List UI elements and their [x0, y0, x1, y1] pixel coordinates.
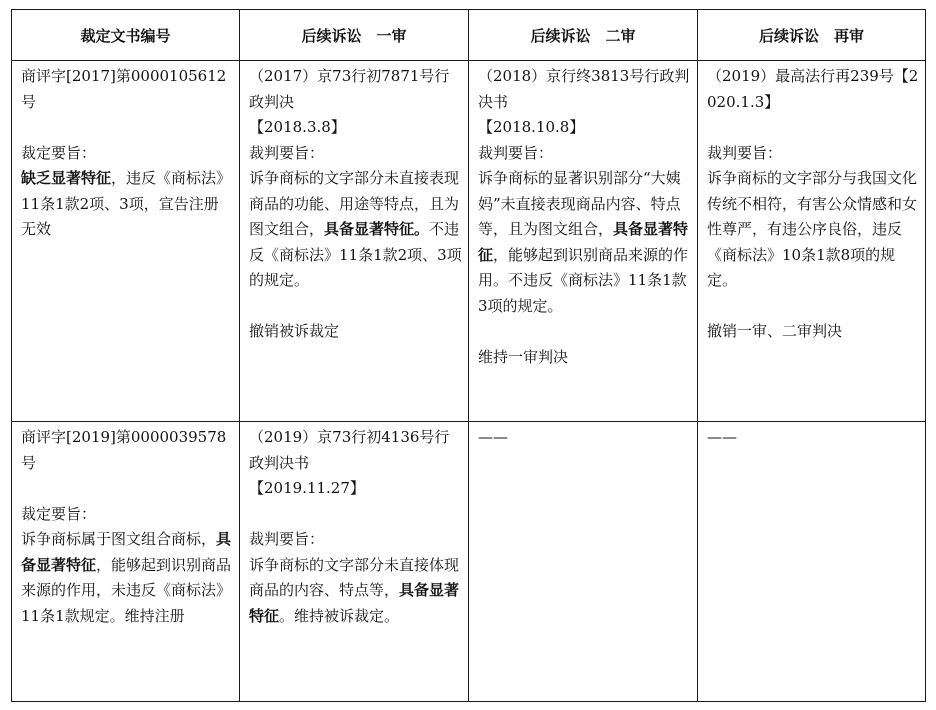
header-ruling-number: 裁定文书编号 [12, 10, 240, 61]
second-empty-dash: —— [478, 428, 508, 446]
retrial-cell [698, 422, 926, 702]
first-gist [249, 553, 462, 630]
ruling-gist-bold: 缺乏显著特征 [21, 169, 112, 187]
header-row [12, 10, 926, 61]
first-gist-rest: 。维持被诉裁定。 [279, 606, 400, 625]
header-first-instance: 后续诉讼 一审 [240, 10, 469, 61]
second-instance-cell [469, 422, 698, 702]
first-gist-pre: 诉争商标的文字部分未直接表现商品的功能、用途等特点，且为图文组合， [249, 169, 460, 238]
first-gist-bold: 具备显著特征。 [324, 220, 430, 238]
second-gist-label: 裁判要旨： [478, 143, 554, 162]
ruling-gist [21, 166, 233, 243]
ruling-gist-label: 裁定要旨： [21, 504, 97, 523]
first-case-number: （2019）京73行初4136号行政判决书 [249, 428, 450, 472]
ruling-number: 商评字[2019]第0000039578号 [21, 428, 227, 472]
retrial-gist-label: 裁判要旨： [707, 143, 783, 162]
retrial-empty-dash: —— [707, 428, 737, 446]
header-retrial: 后续诉讼 再审 [698, 10, 926, 61]
ruling-gist-rest: ，违反《商标法》11条1款2项、3项，宣告注册无效 [21, 169, 232, 238]
retrial-cell [698, 61, 926, 422]
first-instance-cell [240, 61, 469, 422]
first-case-number: （2017）京73行初7871号行政判决 [249, 67, 450, 111]
second-case-number: （2018）京行终3813号行政判决书 [478, 67, 690, 111]
first-gist-rest: 不违反《商标法》11条1款2项、3项的规定。 [249, 220, 462, 289]
second-gist [478, 166, 691, 319]
second-gist-pre: 诉争商标的显著识别部分“大姨妈”未直接表现商品内容、特点等，且为图文组合， [478, 169, 681, 238]
second-date: 【2018.10.8】 [478, 118, 585, 136]
ruling-cell [12, 422, 240, 702]
header-second-instance: 后续诉讼 二审 [469, 10, 698, 61]
ruling-gist-rest: ，能够起到识别商品来源的作用，未违反《商标法》11条1款规定。维持注册 [21, 555, 232, 625]
ruling-number: 商评字[2017]第0000105612号 [21, 67, 227, 111]
second-result: 维持一审判决 [478, 347, 569, 366]
first-gist-pre: 诉争商标的文字部分未直接体现商品的内容、特点等， [249, 555, 460, 599]
ruling-cell [12, 61, 240, 422]
first-date: 【2019.11.27】 [249, 479, 365, 497]
case-comparison-table [11, 9, 926, 702]
retrial-gist: 诉争商标的文字部分与我国文化传统不相符，有害公众情感和女性尊严，有违公序良俗，违反《商标法》10条1款8项的规定。 [707, 169, 918, 289]
table-row [12, 61, 926, 422]
first-gist [249, 166, 462, 294]
second-gist-bold: 具备显著特征 [478, 220, 689, 264]
first-gist-label: 裁判要旨： [249, 143, 325, 162]
ruling-gist-pre: 诉争商标属于图文组合商标， [21, 530, 217, 548]
first-date: 【2018.3.8】 [249, 118, 346, 136]
first-gist-label: 裁判要旨： [249, 530, 325, 548]
retrial-result: 撤销一审、二审判决 [707, 322, 843, 340]
retrial-case-number: （2019）最高法行再239号【2020.1.3】 [707, 67, 919, 111]
second-instance-cell [469, 61, 698, 422]
first-result: 撤销被诉裁定 [249, 322, 340, 340]
first-instance-cell [240, 422, 469, 702]
first-gist-bold: 具备显著特征 [249, 581, 460, 625]
ruling-gist-label: 裁定要旨： [21, 143, 97, 162]
second-gist-rest: ，能够起到识别商品来源的作用。不违反《商标法》11条1款3项的规定。 [478, 245, 689, 315]
ruling-gist-bold: 具备显著特征 [21, 530, 232, 574]
ruling-gist [21, 527, 233, 629]
table-row [12, 422, 926, 702]
